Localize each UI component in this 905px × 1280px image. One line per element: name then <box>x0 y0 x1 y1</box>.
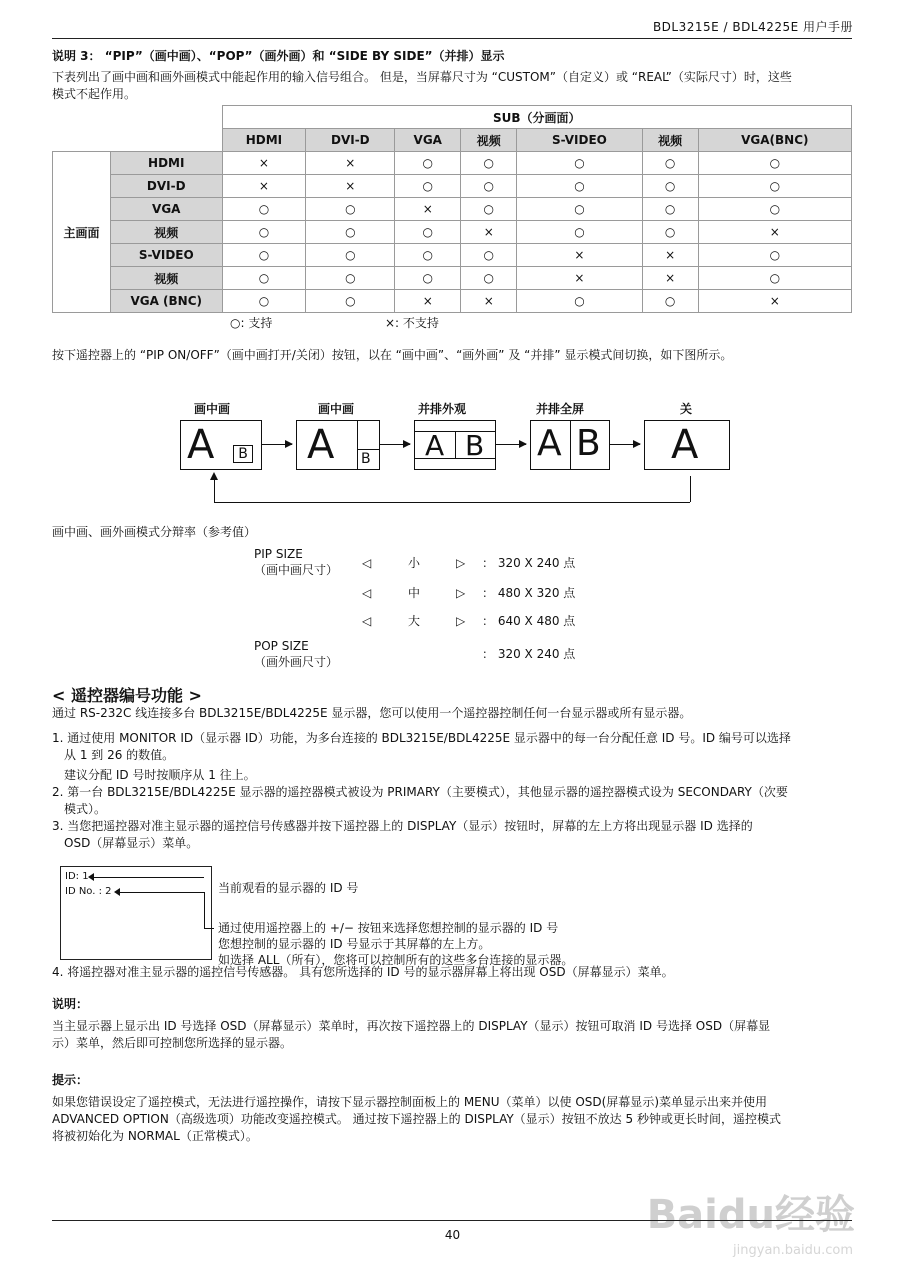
pip-screen <box>180 420 262 470</box>
main-screen-label: 主画面 <box>53 152 111 313</box>
step1-line1: 1. 通过使用 MONITOR ID（显示器 ID）功能，为多台连接的 BDL3215E/BDL4225E 显示器中的每一台分配任意 ID 号。ID 编号可以选择 <box>52 731 791 745</box>
callout-2c: 如选择 ALL（所有），您将可以控制所有的这些多台连接的显示器。 <box>218 953 574 967</box>
arrow-right-4 <box>610 444 640 445</box>
table-cell: ○ <box>461 244 517 267</box>
table-cell: × <box>222 152 306 175</box>
note3-title: 说明 3： “PIP”（画中画）、“POP”（画外画）和 “SIDE BY SIDE”（并排）显示 <box>52 49 505 63</box>
footer-divider <box>52 1220 852 1221</box>
note-line1: 当主显示器上显示出 ID 号选择 OSD（屏幕显示）菜单时，再次按下遥控器上的 DISPLAY（显示）按钮可取消 ID 号选择 OSD（屏幕显 <box>52 1019 771 1033</box>
letter-a: A <box>307 422 335 468</box>
table-row <box>53 198 852 221</box>
note-line2: 示）菜单，然后即可控制您所选择的显示器。 <box>52 1036 293 1050</box>
table-cell: ○ <box>395 244 461 267</box>
letter-b: B <box>465 429 485 462</box>
column-header: S-VIDEO <box>517 129 642 152</box>
table-cell: ○ <box>222 244 306 267</box>
table-cell: ○ <box>395 175 461 198</box>
sbs-full-screen <box>530 420 610 470</box>
pop-size-label: POP SIZE <box>254 639 309 653</box>
table-cell: ○ <box>642 290 698 313</box>
pop-divider-h <box>357 449 379 450</box>
table-cell: × <box>222 175 306 198</box>
table-cell: ○ <box>395 152 461 175</box>
step4: 4. 将遥控器对准主显示器的遥控信号传感器。 具有您所选择的 ID 号的显示器屏幕上将出现 OSD（屏幕显示）菜单。 <box>52 965 674 979</box>
callout-arrowhead-2 <box>114 888 120 896</box>
row-header: VGA (BNC) <box>111 290 223 313</box>
letter-a: A <box>425 429 445 462</box>
table-row <box>53 152 852 175</box>
remote-heading: < 遥控器编号功能 > <box>52 686 202 705</box>
letter-a: A <box>537 423 562 464</box>
tip-line2: ADVANCED OPTION（高级选项）功能改变遥控模式。 通过按下遥控器上的 DISPLAY（显示）按钮不放达 5 秒钟或更长时间，遥控模式 <box>52 1112 781 1126</box>
table-cell: ○ <box>642 152 698 175</box>
tip-title: 提示： <box>52 1073 89 1087</box>
callout-1: 当前观看的显示器的 ID 号 <box>218 881 359 895</box>
table-cell: ○ <box>306 221 395 244</box>
callout-arrowhead-1 <box>88 873 94 881</box>
table-cell: ○ <box>698 198 851 221</box>
table-cell: × <box>698 221 851 244</box>
table-cell: ○ <box>461 267 517 290</box>
table-row <box>53 175 852 198</box>
sub-header: SUB（分画面） <box>222 106 852 129</box>
table-cell: ○ <box>517 221 642 244</box>
left-arrow: ◁ <box>362 614 372 628</box>
diagram-label-off: 关 <box>680 402 693 416</box>
size-medium-value: ： 480 X 320 点 <box>482 586 576 600</box>
step3-line2: OSD（屏幕显示）菜单。 <box>64 836 199 850</box>
column-header: 视频 <box>642 129 698 152</box>
arrow-right-1 <box>262 444 292 445</box>
return-line-right <box>690 476 691 502</box>
size-medium: 中 <box>408 586 421 600</box>
table-cell: ○ <box>698 175 851 198</box>
pop-screen <box>296 420 380 470</box>
tip-line3: 将被初始化为 NORMAL（正常模式）。 <box>52 1129 258 1143</box>
diagram-label-pip1: 画中画 <box>194 402 231 416</box>
table-cell: × <box>395 198 461 221</box>
callout-line-2 <box>118 892 204 893</box>
row-header: VGA <box>111 198 223 221</box>
diagram-label-sbs-look: 并排外观 <box>418 402 467 416</box>
table-cell: ○ <box>306 290 395 313</box>
letter-a: A <box>187 422 215 468</box>
table-cell: ○ <box>517 198 642 221</box>
row-header: 视频 <box>111 267 223 290</box>
table-cell: × <box>517 244 642 267</box>
table-cell: ○ <box>698 244 851 267</box>
row-header: DVI-D <box>111 175 223 198</box>
table-cell: ○ <box>461 198 517 221</box>
table-cell: ○ <box>222 221 306 244</box>
table-cell: × <box>395 290 461 313</box>
table-cell: × <box>517 267 642 290</box>
diagram-label-pip2: 画中画 <box>318 402 355 416</box>
column-header: 视频 <box>461 129 517 152</box>
left-arrow: ◁ <box>362 586 372 600</box>
callout-line-2-vert <box>204 892 205 928</box>
step2-line1: 2. 第一台 BDL3215E/BDL4225E 显示器的遥控器模式被设为 PRIMARY（主要模式），其他显示器的遥控器模式设为 SECONDARY（次要 <box>52 785 788 799</box>
step1-line3: 建议分配 ID 号时按顺序从 1 往上。 <box>64 768 256 782</box>
table-cell: ○ <box>698 152 851 175</box>
step2-line2: 模式）。 <box>64 802 107 816</box>
column-header: DVI-D <box>306 129 395 152</box>
table-cell: ○ <box>395 221 461 244</box>
table-cell: ○ <box>395 267 461 290</box>
row-header: 视频 <box>111 221 223 244</box>
row-header: S-VIDEO <box>111 244 223 267</box>
table-row <box>53 244 852 267</box>
size-large-value: ： 640 X 480 点 <box>482 614 576 628</box>
step1-line2: 从 1 到 26 的数值。 <box>64 748 175 762</box>
pop-size-cn: （画外画尺寸） <box>254 655 339 669</box>
table-cell: × <box>698 290 851 313</box>
pip-button-text: 按下遥控器上的 “PIP ON/OFF”（画中画打开/关闭）按钮，以在 “画中画”、“画外画” 及 “并排” 显示模式间切换，如下图所示。 <box>52 348 733 362</box>
legend-no: ×: 不支持 <box>385 316 439 330</box>
note3-line2: 模式不起作用。 <box>52 87 137 101</box>
step3-line1: 3. 当您把遥控器对准主显示器的遥控信号传感器并按下遥控器上的 DISPLAY（显示）按钮时，屏幕的左上方将出现显示器 ID 选择的 <box>52 819 753 833</box>
table-row <box>53 290 852 313</box>
watermark-url: jingyan.baidu.com <box>733 1243 853 1258</box>
table-cell: × <box>306 152 395 175</box>
watermark-brand: Baidu经验 <box>646 1192 855 1238</box>
table-cell: ○ <box>517 175 642 198</box>
table-cell: ○ <box>222 198 306 221</box>
header-divider <box>52 38 852 39</box>
letter-b: B <box>576 423 601 464</box>
callout-2a: 通过使用遥控器上的 +/− 按钮来选择您想控制的显示器的 ID 号 <box>218 921 559 935</box>
right-arrow: ▷ <box>456 614 466 628</box>
table-cell: ○ <box>642 175 698 198</box>
table-cell: ○ <box>642 198 698 221</box>
page-number: 40 <box>444 1228 461 1242</box>
row-header: HDMI <box>111 152 223 175</box>
callout-line-1 <box>92 877 204 878</box>
resolution-title: 画中画、画外画模式分辩率（参考值） <box>52 525 257 539</box>
table-cell: ○ <box>461 175 517 198</box>
tip-line1: 如果您错误设定了遥控模式，无法进行遥控操作，请按下显示器控制面板上的 MENU（菜单）以使 OSD(屏幕显示)菜单显示出来并使用 <box>52 1095 767 1109</box>
osd-id: ID: 1 <box>65 871 89 882</box>
legend-yes: ○: 支持 <box>230 316 273 330</box>
header-title: BDL3215E / BDL4225E 用户手册 <box>652 20 853 34</box>
arrow-right-2 <box>380 444 410 445</box>
size-large: 大 <box>408 614 421 628</box>
arrow-right-3 <box>496 444 526 445</box>
osd-id-no: ID No. : 2 <box>65 886 112 897</box>
table-cell: × <box>306 175 395 198</box>
table-cell: ○ <box>517 152 642 175</box>
letter-b-inset: B <box>233 445 253 463</box>
callout-line-2-tail <box>204 928 214 929</box>
table-cell: × <box>642 267 698 290</box>
table-cell: × <box>461 290 517 313</box>
table-cell: ○ <box>461 152 517 175</box>
left-arrow: ◁ <box>362 556 372 570</box>
letter-a: A <box>671 422 699 468</box>
letter-b-inset: B <box>361 451 371 467</box>
size-small: 小 <box>408 556 421 570</box>
pop-size-value: ： 320 X 240 点 <box>482 647 576 661</box>
remote-intro: 通过 RS-232C 线连接多台 BDL3215E/BDL4225E 显示器，您可以使用一个遥控器控制任何一台显示器或所有显示器。 <box>52 706 692 720</box>
return-line-left <box>214 478 215 502</box>
table-row <box>53 221 852 244</box>
table-cell: ○ <box>698 267 851 290</box>
note-title: 说明： <box>52 997 89 1011</box>
pip-size-cn: （画中画尺寸） <box>254 563 339 577</box>
table-cell: ○ <box>306 267 395 290</box>
table-cell: ○ <box>222 267 306 290</box>
note3-line1: 下表列出了画中画和画外画模式中能起作用的输入信号组合。 但是，当屏幕尺寸为 “CUSTOM”（自定义）或 “REAL”（实际尺寸）时，这些 <box>52 70 792 84</box>
osd-illustration <box>60 866 212 960</box>
table-cell: × <box>642 244 698 267</box>
table-cell: × <box>461 221 517 244</box>
pop-divider <box>357 421 358 469</box>
table-cell: ○ <box>642 221 698 244</box>
right-arrow: ▷ <box>456 586 466 600</box>
table-cell: ○ <box>517 290 642 313</box>
column-header: HDMI <box>222 129 306 152</box>
sbs-aspect-screen <box>414 420 496 470</box>
column-header: VGA(BNC) <box>698 129 851 152</box>
return-arrowhead <box>210 472 218 480</box>
callout-2b: 您想控制的显示器的 ID 号显示于其屏幕的左上方。 <box>218 937 491 951</box>
right-arrow: ▷ <box>456 556 466 570</box>
pip-size-label: PIP SIZE <box>254 547 303 561</box>
diagram-label-sbs-full: 并排全屏 <box>536 402 585 416</box>
column-header: VGA <box>395 129 461 152</box>
table-cell: ○ <box>306 244 395 267</box>
table-cell: ○ <box>306 198 395 221</box>
return-line-bottom <box>214 502 690 503</box>
pip-compat-table <box>52 105 852 313</box>
table-cell: ○ <box>222 290 306 313</box>
off-screen <box>644 420 730 470</box>
size-small-value: ： 320 X 240 点 <box>482 556 576 570</box>
table-row <box>53 267 852 290</box>
